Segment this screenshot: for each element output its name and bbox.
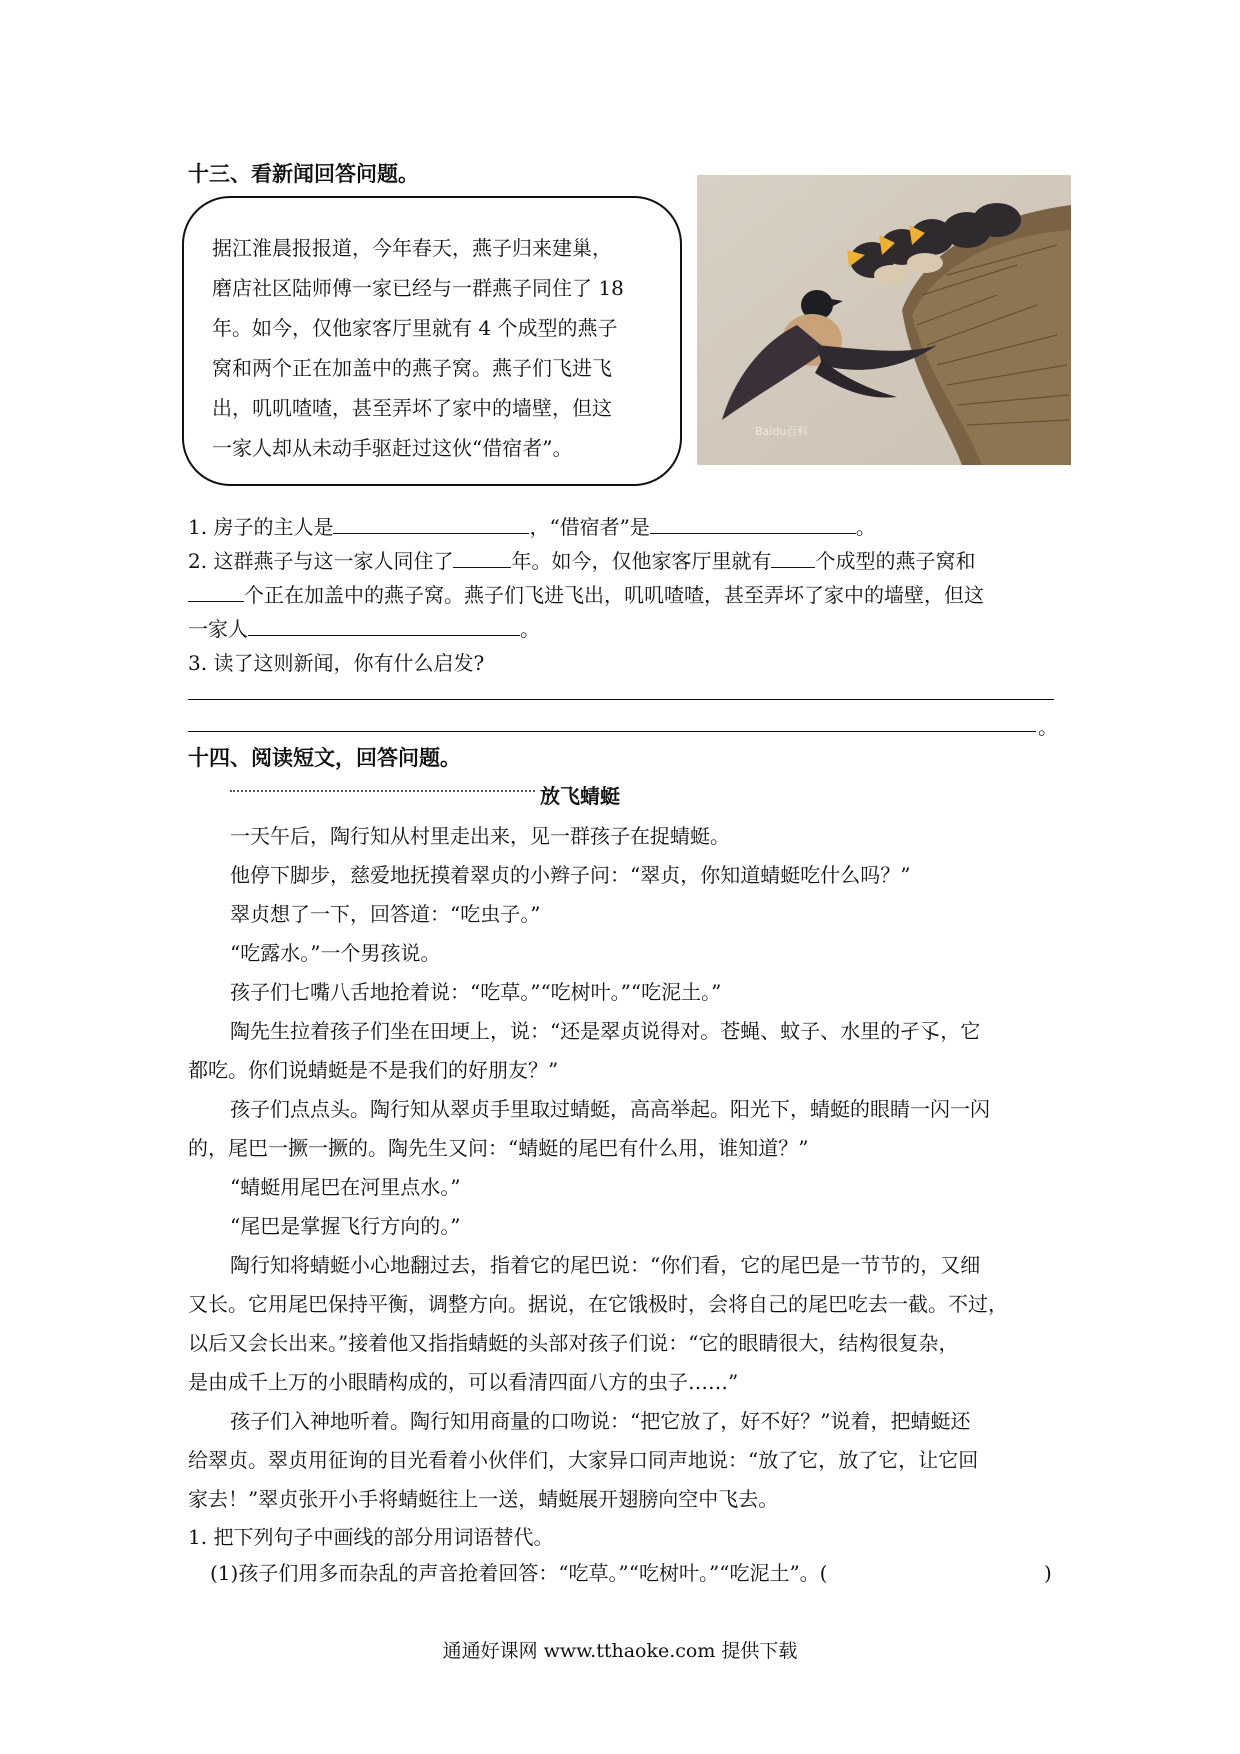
story-paragraph: “尾巴是掌握飞行方向的。” (230, 1214, 461, 1238)
news-line: 年。如今，仅他家客厅里就有 4 个成型的燕子 (212, 316, 618, 340)
q2-text-f: 。 (520, 617, 540, 641)
answer-blank[interactable] (453, 549, 511, 568)
s14-question-1: 1. 把下列句子中画线的部分用词语替代。 (188, 1525, 554, 1549)
answer-line[interactable] (188, 699, 1054, 700)
section-14-heading: 十四、阅读短文，回答问题。 (188, 746, 461, 770)
story-paragraph: “蜻蜓用尾巴在河里点水。” (230, 1175, 461, 1199)
story-paragraph: 他停下脚步，慈爱地抚摸着翠贞的小辫子问：“翠贞，你知道蜻蜓吃什么吗？” (230, 863, 911, 887)
s14-question-1-1: (1)孩子们用多而杂乱的声音抢着回答：“吃草。”“吃树叶。”“吃泥土”。( (210, 1561, 828, 1585)
answer-blank[interactable] (188, 583, 244, 602)
story-paragraph: 都吃。你们说蜻蜓是不是我们的好朋友？” (188, 1058, 559, 1082)
answer-blank[interactable] (333, 515, 529, 534)
story-paragraph: 是由成千上万的小眼睛构成的，可以看清四面八方的虫子……” (188, 1370, 739, 1394)
story-paragraph: 以后又会长出来。”接着他又指指蜻蜓的头部对孩子们说：“它的眼睛很大，结构很复杂， (188, 1331, 959, 1355)
story-paragraph: 的，尾巴一撅一撅的。陶先生又问：“蜻蜓的尾巴有什么用，谁知道？” (188, 1136, 809, 1160)
s13-question-2-line-3 (188, 616, 540, 642)
q2-text-e: 一家人 (188, 617, 248, 641)
q1-text-c: 。 (855, 515, 876, 539)
s14-question-1-1-end: ) (1044, 1561, 1052, 1585)
q1-text-b: ，“借宿者”是 (529, 515, 650, 539)
q1-text-a: 1. 房子的主人是 (188, 515, 334, 539)
s13-question-2-line-1 (188, 548, 975, 574)
story-paragraph: 给翠贞。翠贞用征询的目光看着小伙伴们，大家异口同声地说：“放了它，放了它，让它回 (188, 1448, 979, 1472)
answer-blank[interactable] (771, 549, 815, 568)
story-paragraph: 一天午后，陶行知从村里走出来，见一群孩子在捉蜻蜓。 (230, 824, 730, 848)
story-paragraph: 又长。它用尾巴保持平衡，调整方向。据说，在它饿极时，会将自己的尾巴吃去一截。不过， (188, 1292, 1008, 1316)
footer: 通通好课网 www.tthaoke.com 提供下载 (442, 1640, 798, 1662)
news-line: 窝和两个正在加盖中的燕子窝。燕子们飞进飞 (212, 356, 612, 380)
q2-text-b: 年。如今，仅他家客厅里就有 (511, 549, 772, 573)
news-line: 一家人却从未动手驱赶过这伙“借宿者”。 (212, 436, 573, 460)
news-line: 磨店社区陆师傅一家已经与一群燕子同住了 18 (212, 276, 624, 300)
s13-question-1 (188, 514, 876, 540)
q2-text-a: 2. 这群燕子与这一家人同住了 (188, 549, 454, 573)
story-paragraph: 陶先生拉着孩子们坐在田埂上，说：“还是翠贞说得对。苍蝇、蚊子、水里的孑孓，它 (230, 1019, 981, 1043)
title-dotted-rule (230, 790, 535, 792)
news-text (212, 228, 662, 468)
q2-text-d: 个正在加盖中的燕子窝。燕子们飞进飞出，叽叽喳喳，甚至弄坏了家中的墙壁，但这 (244, 583, 984, 607)
story-paragraph: 孩子们点点头。陶行知从翠贞手里取过蜻蜓，高高举起。阳光下，蜻蜓的眼睛一闪一闪 (230, 1097, 990, 1121)
story-paragraph: 翠贞想了一下，回答道：“吃虫子。” (230, 902, 541, 926)
s13-question-2-line-2 (188, 582, 984, 608)
answer-blank[interactable] (650, 515, 856, 534)
story-paragraph: 孩子们七嘴八舌地抢着说：“吃草。”“吃树叶。”“吃泥土。” (230, 980, 722, 1004)
story-paragraph: 家去！”翠贞张开小手将蜻蜓往上一送，蜻蜓展开翅膀向空中飞去。 (188, 1487, 779, 1511)
story-paragraph: 陶行知将蜻蜓小心地翻过去，指着它的尾巴说：“你们看，它的尾巴是一节节的，又细 (230, 1253, 981, 1277)
story-paragraph: “吃露水。”一个男孩说。 (230, 941, 441, 965)
answer-line-end: 。 (1038, 715, 1058, 739)
photo-watermark: Baidu百科 (755, 425, 809, 438)
swallow-nest-photo (697, 175, 1071, 465)
answer-line[interactable] (188, 731, 1036, 732)
q2-text-c: 个成型的燕子窝和 (815, 549, 976, 573)
s13-question-3: 3. 读了这则新闻，你有什么启发? (188, 651, 485, 675)
section-13-heading: 十三、看新闻回答问题。 (188, 162, 419, 186)
story-title: 放飞蜻蜓 (540, 784, 620, 808)
story-paragraph: 孩子们入神地听着。陶行知用商量的口吻说：“把它放了，好不好？”说着，把蜻蜓还 (230, 1409, 971, 1433)
story-body (188, 817, 1068, 1519)
answer-blank[interactable] (248, 617, 520, 636)
news-line: 出，叽叽喳喳，甚至弄坏了家中的墙壁，但这 (212, 396, 612, 420)
news-line: 据江淮晨报报道，今年春天，燕子归来建巢， (212, 236, 612, 260)
answer-parenthesis-blank[interactable] (955, 1562, 1045, 1586)
